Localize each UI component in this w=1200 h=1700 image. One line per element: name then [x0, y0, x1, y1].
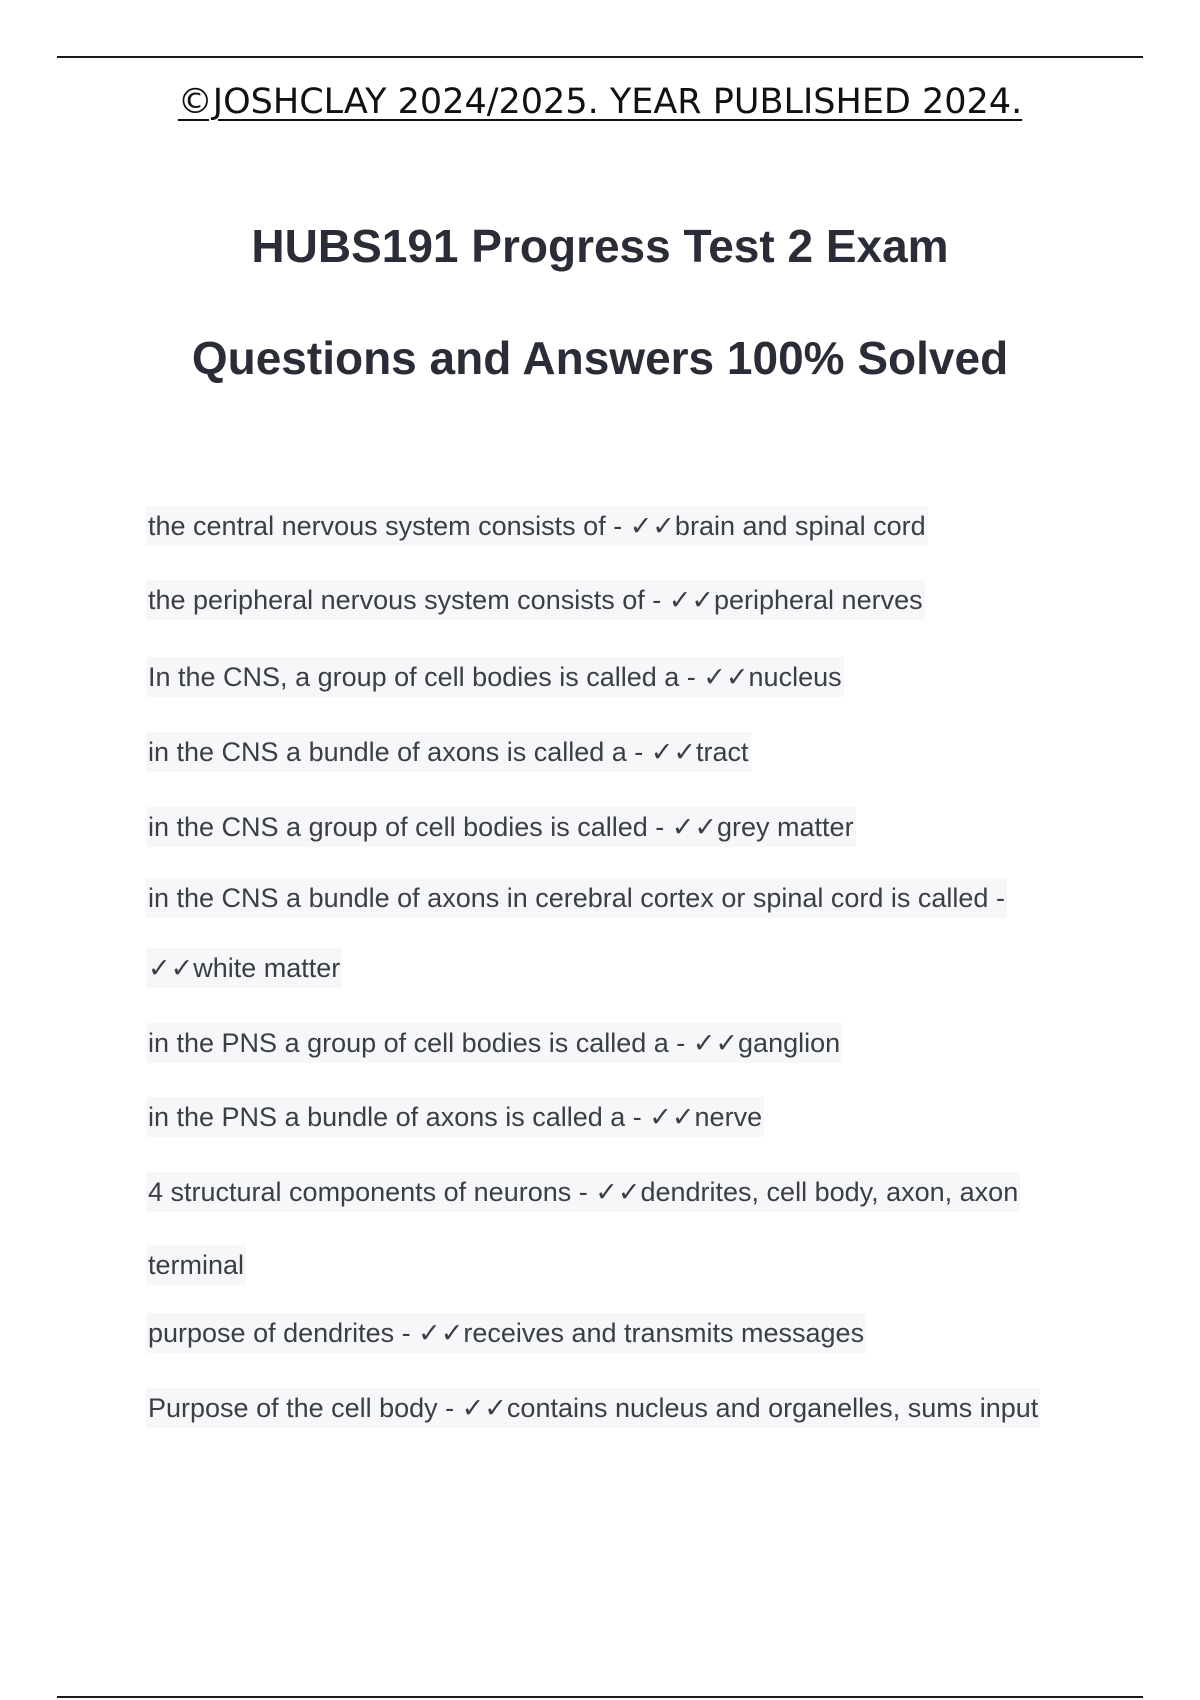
qa-line: terminal — [146, 1245, 246, 1285]
qa-line: purpose of dendrites - ✓✓receives and transmits messages — [146, 1313, 866, 1353]
copyright-header — [0, 78, 1200, 126]
qa-line: the peripheral nervous system consists of - ✓✓peripheral nerves — [146, 580, 925, 620]
qa-line: the central nervous system consists of - ✓✓brain and spinal cord — [146, 506, 928, 546]
qa-line: 4 structural components of neurons - ✓✓dendrites, cell body, axon, axon — [146, 1172, 1020, 1212]
qa-line: Purpose of the cell body - ✓✓contains nucleus and organelles, sums input — [146, 1388, 1040, 1428]
document-title-line-1: HUBS191 Progress Test 2 Exam — [251, 220, 949, 272]
document-title-line-2: Questions and Answers 100% Solved — [191, 332, 1009, 384]
top-rule — [57, 56, 1143, 58]
copyright-text: ©JOSHCLAY 2024/2025. YEAR PUBLISHED 2024. — [177, 82, 1023, 122]
qa-line: in the PNS a bundle of axons is called a - ✓✓nerve — [146, 1097, 764, 1137]
qa-line: ✓✓white matter — [146, 948, 342, 988]
qa-line: in the CNS a bundle of axons in cerebral cortex or spinal cord is called - — [146, 878, 1007, 918]
qa-line: in the PNS a group of cell bodies is called a - ✓✓ganglion — [146, 1023, 842, 1063]
qa-line: in the CNS a group of cell bodies is called - ✓✓grey matter — [146, 807, 856, 847]
bottom-rule — [57, 1696, 1143, 1698]
qa-line: In the CNS, a group of cell bodies is called a - ✓✓nucleus — [146, 657, 844, 697]
qa-line: in the CNS a bundle of axons is called a - ✓✓tract — [146, 732, 751, 772]
